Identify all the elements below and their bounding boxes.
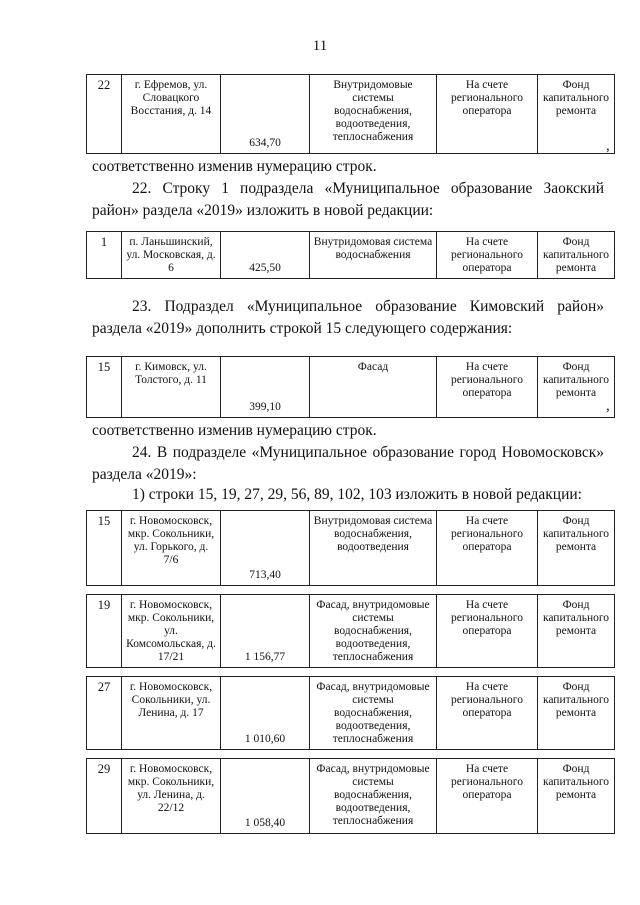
address-cell: г. Новомосковск, мкр. Сокольники, ул. Ленина, д. 22/12 <box>122 759 221 834</box>
work-type-cell: Внутридомовая система водоснабжения <box>310 232 437 279</box>
row-number: 22 <box>87 75 122 154</box>
work-type-cell: Фасад, внутридомовые системы водоснабжения, водоотведения, теплоснабжения <box>310 677 437 750</box>
funding-source-cell: На счете регионального оператора <box>437 677 538 750</box>
paragraph-22: 22. Строку 1 подраздела «Муниципальное образование Заокский район» раздела «2019» изложить в новой редакции: <box>92 180 604 219</box>
work-type-cell: Внутридомовая система водоснабжения, водоотведения <box>310 511 437 586</box>
fund-cell: Фонд капитального ремонта <box>538 232 615 279</box>
row-number: 29 <box>87 759 122 834</box>
work-type-cell: Внутридомовые системы водоснабжения, водоотведения, теплоснабжения <box>310 75 437 154</box>
renumber-note-2: соответственно изменив нумерацию строк. <box>92 422 377 439</box>
fund-cell: Фонд капитального ремонта <box>538 677 615 750</box>
address-cell: г. Новомосковск, мкр. Сокольники, ул. Горького, д. 7/6 <box>122 511 221 586</box>
address-cell: г. Новомосковск, Сокольники, ул. Ленина, д. 17 <box>122 677 221 750</box>
page-number: 11 <box>312 38 328 54</box>
table-row-27 <box>86 676 615 750</box>
cost-cell: 1 156,77 <box>221 595 310 668</box>
funding-source-cell: На счете регионального оператора <box>437 75 538 154</box>
row-number: 15 <box>87 511 122 586</box>
work-type-cell: Фасад, внутридомовые системы водоснабжения, водоотведения, теплоснабжения <box>310 759 437 834</box>
fund-cell: Фонд капитального ремонта <box>538 595 615 668</box>
paragraph-24-1: 1) строки 15, 19, 27, 29, 56, 89, 102, 103 изложить в новой редакции: <box>132 486 582 503</box>
cost-cell: 1 058,40 <box>221 759 310 834</box>
renumber-note-1: соответственно изменив нумерацию строк. <box>92 158 377 175</box>
row-number: 19 <box>87 595 122 668</box>
fund-cell: Фонд капитального ремонта <box>538 357 615 418</box>
funding-source-cell: На счете регионального оператора <box>437 595 538 668</box>
fund-cell: Фонд капитального ремонта <box>538 759 615 834</box>
trailing-comma: , <box>606 398 610 414</box>
table-row-15-novomoskovsk <box>86 510 615 586</box>
cost-cell: 425,50 <box>221 232 310 279</box>
cost-cell: 713,40 <box>221 511 310 586</box>
table-row-22 <box>86 74 615 154</box>
table-row-29 <box>86 758 615 834</box>
fund-cell: Фонд капитального ремонта <box>538 75 615 154</box>
trailing-comma: , <box>606 138 610 154</box>
work-type-cell: Фасад, внутридомовые системы водоснабжения, водоотведения, теплоснабжения <box>310 595 437 668</box>
work-type-cell: Фасад <box>310 357 437 418</box>
cost-cell: 399,10 <box>221 357 310 418</box>
cost-cell: 1 010,60 <box>221 677 310 750</box>
address-cell: г. Кимовск, ул. Толстого, д. 11 <box>122 357 221 418</box>
address-cell: г. Новомосковск, мкр. Сокольники, ул. Комсомольская, д. 17/21 <box>122 595 221 668</box>
address-cell: г. Ефремов, ул. Словацкого Восстания, д. 14 <box>122 75 221 154</box>
row-number: 27 <box>87 677 122 750</box>
table-row-19 <box>86 594 615 668</box>
funding-source-cell: На счете регионального оператора <box>437 511 538 586</box>
address-cell: п. Ланьшинский, ул. Московская, д. 6 <box>122 232 221 279</box>
paragraph-23: 23. Подраздел «Муниципальное образование Кимовский район» раздела «2019» дополнить строкой 15 следующего содержания: <box>92 298 604 337</box>
row-number: 1 <box>87 232 122 279</box>
fund-cell: Фонд капитального ремонта <box>538 511 615 586</box>
row-number: 15 <box>87 357 122 418</box>
table-row-15-kimovsk <box>86 356 615 418</box>
funding-source-cell: На счете регионального оператора <box>437 759 538 834</box>
table-row-1 <box>86 231 615 279</box>
funding-source-cell: На счете регионального оператора <box>437 357 538 418</box>
cost-cell: 634,70 <box>221 75 310 154</box>
funding-source-cell: На счете регионального оператора <box>437 232 538 279</box>
paragraph-24: 24. В подразделе «Муниципальное образование город Новомосковск» раздела «2019»: <box>92 444 604 483</box>
